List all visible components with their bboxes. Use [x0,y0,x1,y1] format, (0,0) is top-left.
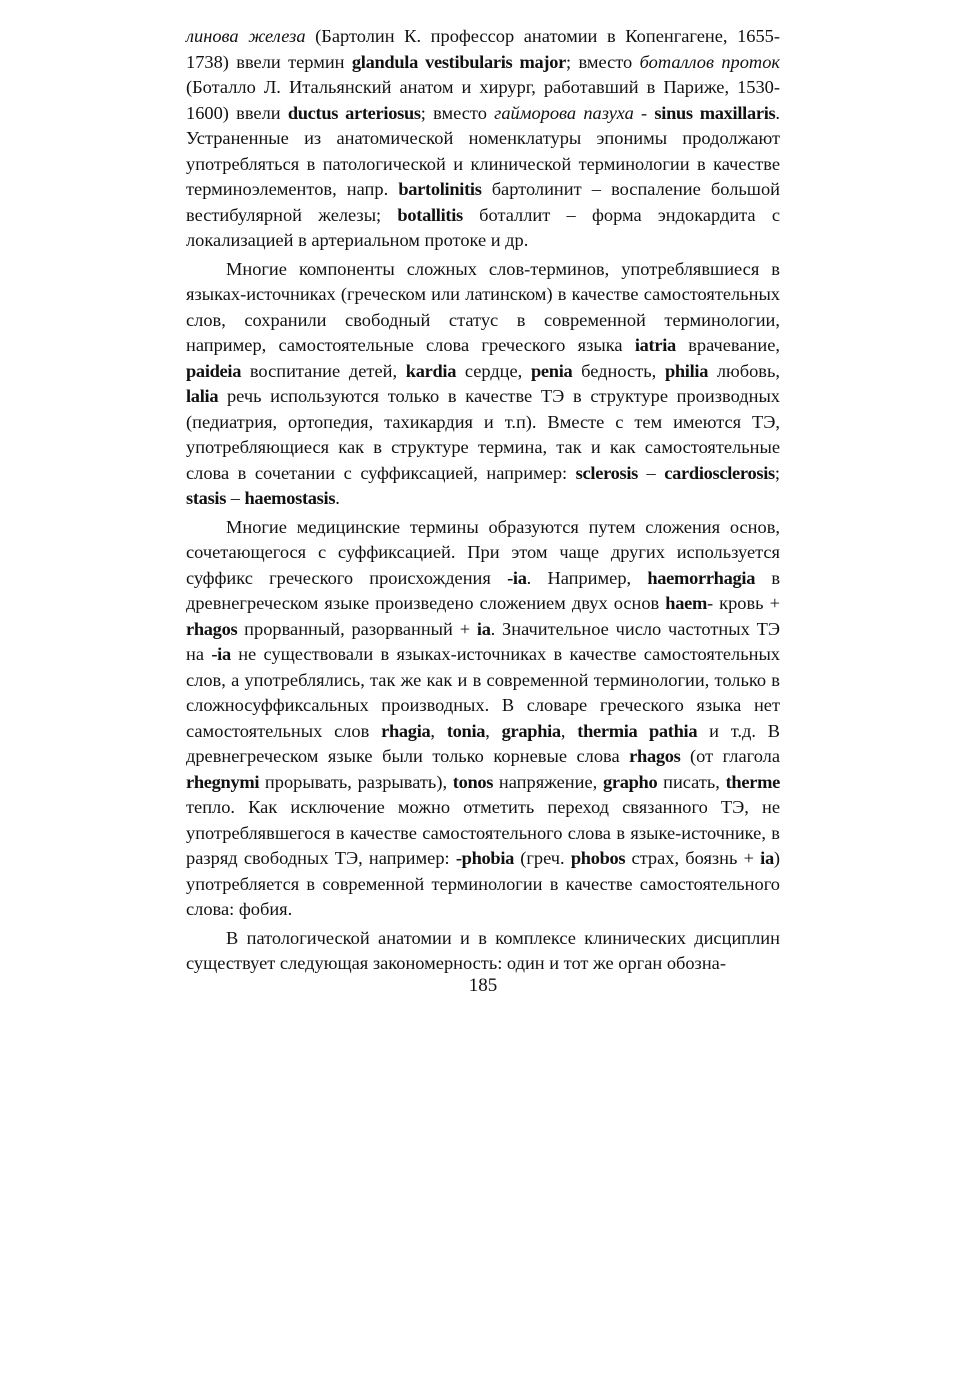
text-run: . [335,488,340,508]
text-run: прорывать, разрывать), [259,771,453,792]
text-run: , [485,720,502,741]
text-run: бедность, [572,360,665,381]
text-run: боталлит – форма эндокардита с локализацией в артериальном протоке и др. [186,204,780,250]
text-run: писать, [657,771,726,792]
text-run: – [638,462,665,483]
term-bold: haem [665,593,707,613]
text-run: Многие медицинские термины образуются путем сложения основ, сочетающегося с суффиксацией. При этом чаще других используется суффикс греческого происхождения [186,516,780,588]
term-bold: penia [531,360,573,381]
term-bold: rhagos [186,618,238,639]
text-run: в древнегреческом языке произведено сложением двух основ [186,567,781,613]
text-run: – [226,488,245,508]
term-italic: боталлов проток [639,51,781,72]
term-bold: rhagia [381,720,431,741]
term-bold: graphia [501,720,561,741]
term-bold: philia [664,360,709,381]
text-run: . Например, [526,567,648,588]
text-run: напряжение, [493,771,603,792]
term-italic: линова железа [186,26,306,46]
term-bold: grapho [602,771,658,792]
text-run: ; вместо [420,102,495,123]
text-run: прорванный, разорванный + [237,618,477,639]
term-bold: sclerosis [575,462,639,483]
text-run: и т.д. В древнегреческом языке были только корневые слова [186,720,781,766]
term-bold: rhegnymi [186,771,260,792]
text-run: (от глагола [680,746,780,766]
text-run: бартолинит – воспаление большой вестибулярной железы; [186,179,780,225]
term-bold: tonos [452,771,494,792]
text-body [186,24,780,977]
term-bold: cardiosclerosis [664,462,775,483]
paragraph [186,257,780,512]
book-page [186,24,780,977]
text-run: - [633,102,655,123]
text-run: тепло. Как исключение можно отметить переход связанного ТЭ, не употреблявшегося в качестве самостоятельного слова в языке-источнике, в разряд свободных ТЭ, например: [186,797,780,868]
term-bold: iatria [634,335,676,355]
text-run: (Бартолин К. профессор анатомии в Копенгагене, 1655-1738) ввели термин [186,26,780,72]
term-bold: botallitis [397,204,463,225]
term-bold: ia [476,618,491,639]
text-run: . Устраненные из анатомической номенклатуры эпонимы продолжают употребляться в патологической и клинической терминологии в качестве терминоэлементов, напр. [186,102,780,199]
term-bold: thermia pathia [577,720,698,741]
term-bold: haemostasis [244,488,336,508]
term-bold: therme [725,771,780,792]
paragraph [186,515,780,923]
term-bold: -ia [507,567,527,588]
text-run: . Значительное число частотных ТЭ на [186,618,780,664]
text-run: (греч. [514,848,571,868]
term-bold: haemorrhagia [647,567,756,588]
text-run: , [560,720,578,741]
text-run: - кровь + [707,593,780,613]
paragraph [186,24,780,254]
term-bold: phobos [570,848,626,868]
term-bold: kardia [405,360,457,381]
text-run: сердце, [456,360,531,381]
term-bold: ductus arteriosus [287,102,421,123]
text-run: страх, боязнь + [625,848,761,868]
term-bold: -ia [211,644,231,664]
text-run: любовь, [708,360,780,381]
text-run: воспитание детей, [241,360,406,381]
term-bold: bartolinitis [398,179,482,199]
term-bold: sinus maxillaris [654,102,776,123]
term-bold: stasis [186,488,227,508]
text-run: речь используются только в качестве ТЭ в структуре производных (педиатрия, ортопедия, тахикардия и т.п). Вместе с тем имеются ТЭ, употребляющиеся как в структуре термина, так и как самостоятельные слова в сочетании с суффиксацией, например: [186,386,780,483]
term-bold: lalia [186,386,219,406]
text-run: врачевание, [675,335,780,355]
text-run: ; вместо [565,51,640,72]
term-bold: -phobia [455,848,515,868]
term-bold: ia [760,848,774,868]
text-run: ) употребляется в современной терминологии в качестве самостоятельного слова: фобия. [186,848,780,919]
term-bold: glandula vestibularis major [351,51,566,72]
term-bold: tonia [446,720,486,741]
text-run: В патологической анатомии и в комплексе клинических дисциплин существует следующая закономерность: один и тот же орган обозна- [186,927,780,973]
text-run: (Боталло Л. Итальянский анатом и хирург, работавший в Париже, 1530-1600) ввели [186,77,780,123]
text-run: ; [774,462,780,483]
page-number: 185 [468,975,498,996]
text-run: Многие компоненты сложных слов-терминов, употреблявшиеся в языках-источниках (греческом или латинском) в качестве самостоятельных слов, сохранили свободный статус в современной терминологии, например, самостоятельные слова греческого языка [186,258,780,355]
text-run: , [430,720,447,741]
term-bold: rhagos [629,746,681,766]
term-bold: paideia [186,360,242,381]
term-italic: гайморова пазуха [494,102,634,123]
paragraph [186,926,780,977]
text-run: не существовали в языках-источниках в качестве самостоятельных слов, а употреблялись, так же как и в современной терминологии, только в сложносуффиксальных производных. В словаре греческого языка нет самостоятельных слов [186,644,780,741]
